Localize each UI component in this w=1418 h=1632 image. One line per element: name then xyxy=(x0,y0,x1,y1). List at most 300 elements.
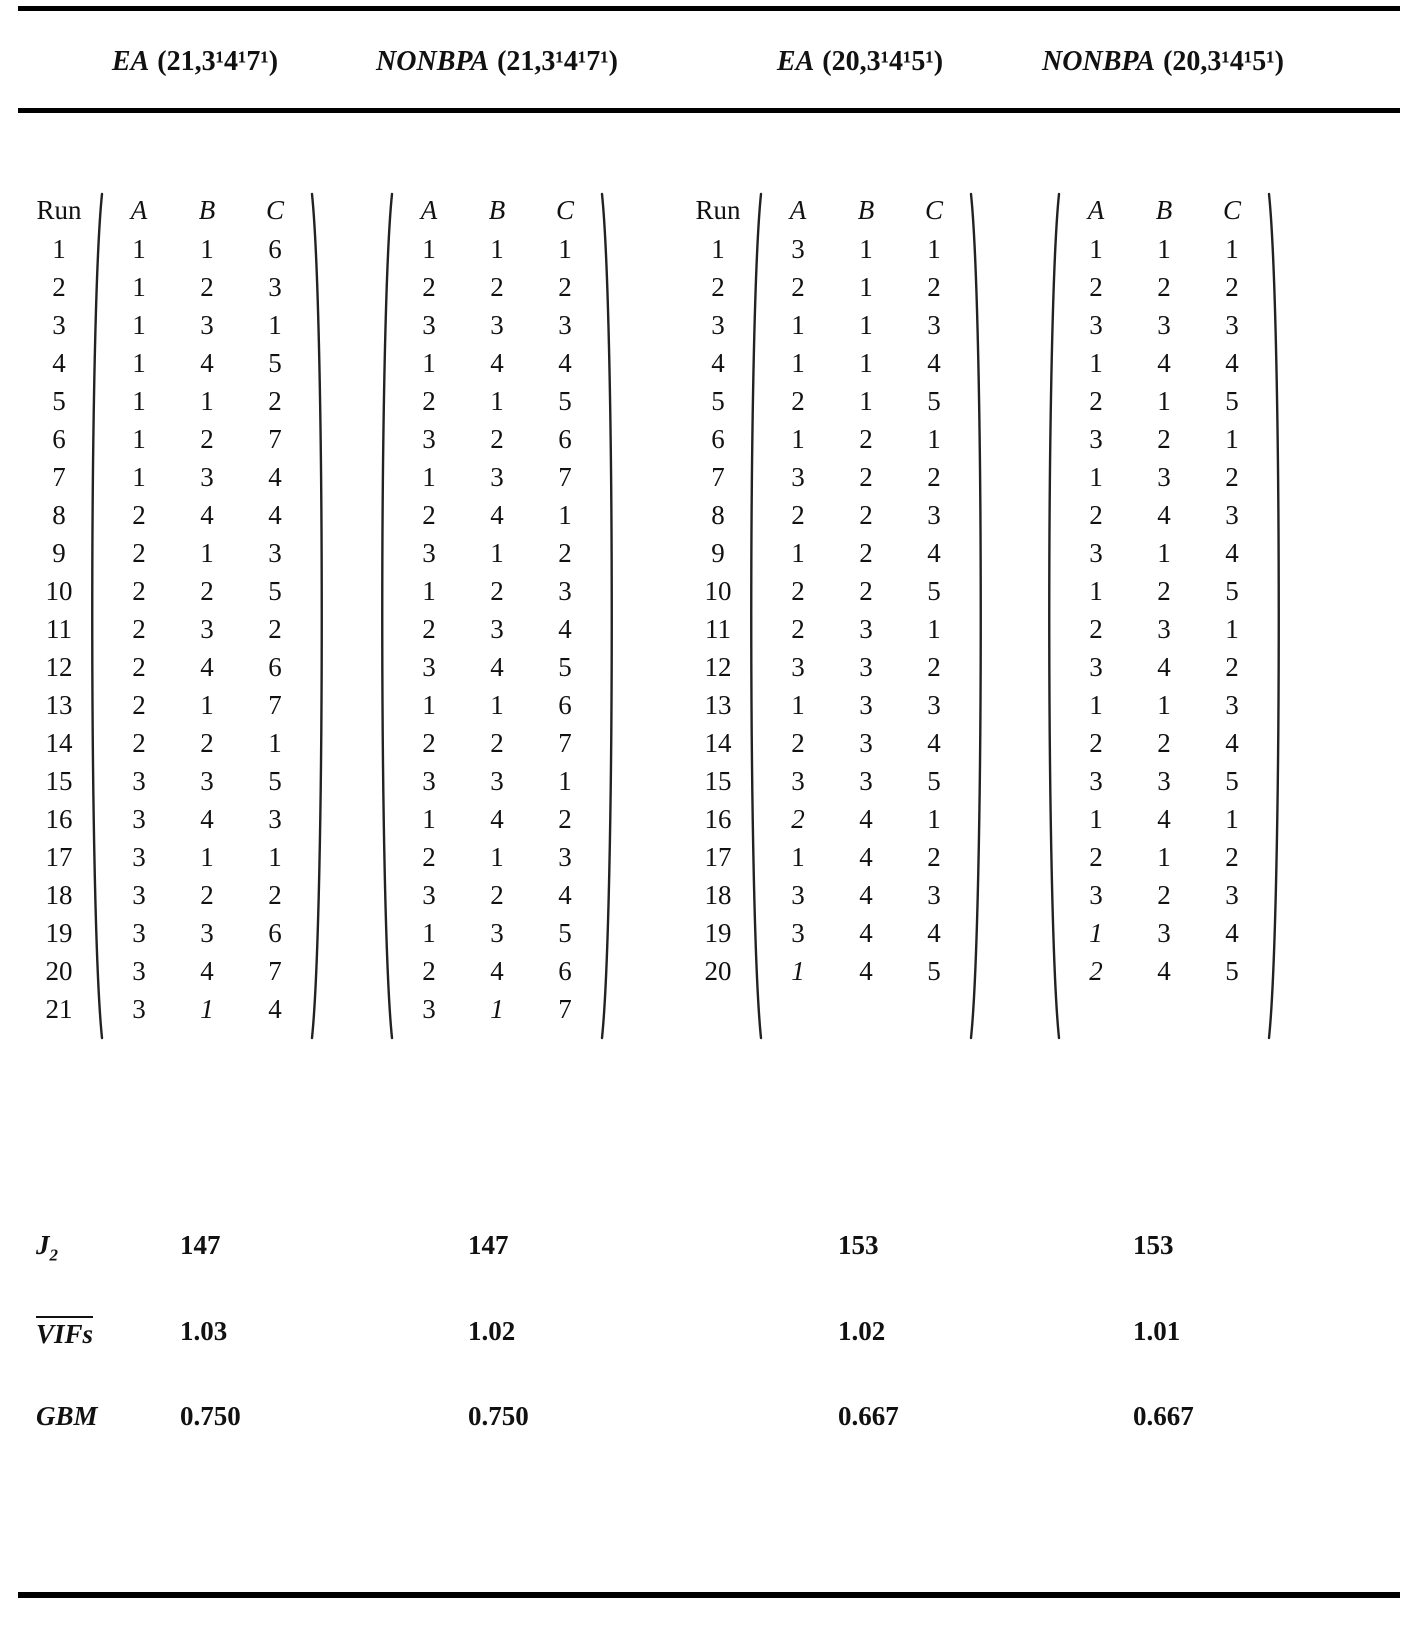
matrix-cell: 2 xyxy=(422,614,436,644)
run-number: 3 xyxy=(711,310,725,340)
factor-column-header: C xyxy=(265,195,284,225)
matrix-cell: 4 xyxy=(200,804,214,834)
run-number: 17 xyxy=(704,842,732,872)
matrix-cell: 1 xyxy=(490,538,504,568)
matrix-right-paren xyxy=(309,190,329,1042)
matrix-right-paren xyxy=(968,190,988,1042)
matrix-cell: 2 xyxy=(1089,500,1103,530)
matrix-row xyxy=(1062,838,1266,876)
matrix-cell: 3 xyxy=(1157,918,1171,948)
matrix-cell: 4 xyxy=(268,462,282,492)
matrix-cell: 4 xyxy=(1225,728,1239,758)
matrix-body xyxy=(105,190,309,1028)
design-title-nonbpa-21 xyxy=(357,46,637,86)
matrix-cell: 1 xyxy=(200,538,214,568)
matrix-row xyxy=(1062,648,1266,686)
matrix-row xyxy=(764,268,968,306)
matrix-cell: 3 xyxy=(1089,766,1103,796)
matrix-cell: 3 xyxy=(200,310,214,340)
run-number: 6 xyxy=(711,424,725,454)
matrix-cell: 3 xyxy=(558,576,572,606)
matrix-cell: 4 xyxy=(1225,538,1239,568)
matrix-row xyxy=(395,496,599,534)
matrix-cell: 1 xyxy=(1089,804,1103,834)
design-matrix-block-ea-20 xyxy=(692,190,988,1042)
design-title-nonbpa-20 xyxy=(1023,46,1303,86)
matrix-cell: 2 xyxy=(1225,272,1239,302)
matrix-cell: 4 xyxy=(859,880,873,910)
matrix-cell: 3 xyxy=(422,424,436,454)
matrix-column-headers xyxy=(395,190,599,230)
matrix-cell: 1 xyxy=(558,766,572,796)
matrix-cell: 2 xyxy=(132,576,146,606)
matrix-cell: 2 xyxy=(859,462,873,492)
matrix-cell: 4 xyxy=(200,500,214,530)
matrix-row xyxy=(105,724,309,762)
matrix-cell: 3 xyxy=(268,538,282,568)
factor-column-header: B xyxy=(488,195,506,225)
matrix-cell: 1 xyxy=(132,386,146,416)
run-number: 4 xyxy=(711,348,725,378)
matrix-cell: 1 xyxy=(200,234,214,264)
matrix-cell: 1 xyxy=(132,272,146,302)
matrix-cell: 5 xyxy=(927,386,941,416)
design-matrix xyxy=(85,190,329,1042)
matrix-row xyxy=(105,458,309,496)
matrix-right-paren xyxy=(1266,190,1286,1042)
matrix-cell: 3 xyxy=(132,804,146,834)
matrix-cell: 2 xyxy=(422,728,436,758)
matrix-cell: 3 xyxy=(490,918,504,948)
matrix-row xyxy=(395,268,599,306)
matrix-cell: 4 xyxy=(1225,918,1239,948)
matrix-cell: 3 xyxy=(422,310,436,340)
matrix-row xyxy=(1062,344,1266,382)
matrix-cell: 2 xyxy=(422,956,436,986)
matrix-row xyxy=(395,838,599,876)
matrix-row xyxy=(395,420,599,458)
matrix-cell: 1 xyxy=(268,310,282,340)
matrix-cell: 4 xyxy=(859,956,873,986)
stat-label-j2: $J_2$ xyxy=(36,1230,58,1265)
matrix-cell: 2 xyxy=(268,386,282,416)
matrix-cell: 3 xyxy=(1089,310,1103,340)
matrix-cell: 2 xyxy=(927,462,941,492)
matrix-cell: 2 xyxy=(132,500,146,530)
matrix-cell: 1 xyxy=(422,348,436,378)
matrix-row xyxy=(105,686,309,724)
matrix-rows xyxy=(105,230,309,1028)
matrix-cell: 3 xyxy=(490,766,504,796)
matrix-cell: 2 xyxy=(558,804,572,834)
run-number: 15 xyxy=(704,766,732,796)
matrix-cell: 2 xyxy=(1089,956,1103,986)
design-matrix-block-nonbpa-20 xyxy=(1042,190,1286,1042)
matrix-cell: 2 xyxy=(791,728,805,758)
matrix-row xyxy=(105,914,309,952)
matrix-cell: 2 xyxy=(200,728,214,758)
matrix-cell: 2 xyxy=(791,576,805,606)
stat-value: 153 xyxy=(838,1230,879,1260)
matrix-cell: 3 xyxy=(1225,690,1239,720)
design-matrix-block-nonbpa-21 xyxy=(375,190,619,1042)
matrix-cell: 6 xyxy=(558,690,572,720)
matrix-cell: 2 xyxy=(791,500,805,530)
run-number: 21 xyxy=(45,994,73,1024)
design-name: NONBPA xyxy=(1042,46,1156,77)
matrix-left-paren xyxy=(85,190,105,1042)
matrix-cell: 2 xyxy=(268,614,282,644)
matrix-cell: 3 xyxy=(791,462,805,492)
matrix-row xyxy=(1062,230,1266,268)
matrix-cell: 5 xyxy=(927,956,941,986)
matrix-cell: 3 xyxy=(859,690,873,720)
stat-value: 0.667 xyxy=(838,1401,899,1431)
matrix-cell: 6 xyxy=(558,424,572,454)
matrix-cell: 1 xyxy=(132,348,146,378)
matrix-cell: 3 xyxy=(268,804,282,834)
matrix-row xyxy=(395,914,599,952)
run-number: 4 xyxy=(52,348,66,378)
matrix-cell: 1 xyxy=(422,576,436,606)
run-number: 11 xyxy=(46,614,72,644)
matrix-cell: 1 xyxy=(422,234,436,264)
matrix-cell: 5 xyxy=(558,652,572,682)
matrix-row xyxy=(105,382,309,420)
matrix-cell: 2 xyxy=(200,880,214,910)
matrix-cell: 2 xyxy=(268,880,282,910)
matrix-cell: 1 xyxy=(558,500,572,530)
matrix-cell: 3 xyxy=(132,956,146,986)
matrix-cell: 2 xyxy=(558,538,572,568)
factor-column-header: C xyxy=(1222,195,1241,225)
matrix-cell: 3 xyxy=(1157,614,1171,644)
run-number: 12 xyxy=(45,652,73,682)
matrix-row xyxy=(395,610,599,648)
run-numbers xyxy=(33,230,85,1028)
matrix-cell: 2 xyxy=(1225,842,1239,872)
design-name: EA xyxy=(776,46,815,77)
design-matrix xyxy=(375,190,619,1042)
matrix-cell: 3 xyxy=(927,690,941,720)
matrix-cell: 1 xyxy=(927,424,941,454)
matrix-cell: 1 xyxy=(132,234,146,264)
matrix-cell: 4 xyxy=(200,956,214,986)
matrix-row xyxy=(395,382,599,420)
matrix-row xyxy=(395,648,599,686)
matrix-cell: 3 xyxy=(490,462,504,492)
matrix-cell: 4 xyxy=(490,348,504,378)
matrix-cell: 4 xyxy=(1157,956,1171,986)
run-number: 15 xyxy=(45,766,73,796)
matrix-cell: 3 xyxy=(859,728,873,758)
matrix-cell: 4 xyxy=(859,804,873,834)
design-name: EA xyxy=(111,46,150,77)
run-number: 5 xyxy=(52,386,66,416)
design-title-ea-21 xyxy=(55,46,335,86)
matrix-cell: 4 xyxy=(268,994,282,1024)
matrix-cell: 7 xyxy=(268,956,282,986)
run-column xyxy=(692,190,744,990)
run-number: 2 xyxy=(52,272,66,302)
matrix-cell: 1 xyxy=(132,310,146,340)
matrix-cell: 1 xyxy=(1157,386,1171,416)
run-number: 7 xyxy=(52,462,66,492)
matrix-cell: 1 xyxy=(1089,576,1103,606)
matrix-cell: 3 xyxy=(791,652,805,682)
matrix-cell: 6 xyxy=(268,652,282,682)
matrix-cell: 1 xyxy=(859,386,873,416)
matrix-cell: 4 xyxy=(1157,652,1171,682)
matrix-cell: 2 xyxy=(1157,728,1171,758)
matrix-left-paren xyxy=(1042,190,1062,1042)
matrix-cell: 3 xyxy=(200,918,214,948)
matrix-cell: 4 xyxy=(1225,348,1239,378)
matrix-cell: 1 xyxy=(791,842,805,872)
matrix-cell: 5 xyxy=(1225,576,1239,606)
matrix-cell: 3 xyxy=(132,766,146,796)
run-number: 7 xyxy=(711,462,725,492)
design-matrix xyxy=(1042,190,1286,1042)
matrix-row xyxy=(764,534,968,572)
matrix-cell: 1 xyxy=(791,424,805,454)
stat-value: 153 xyxy=(1133,1230,1174,1260)
matrix-cell: 3 xyxy=(791,234,805,264)
matrix-row xyxy=(764,230,968,268)
stat-value: 147 xyxy=(180,1230,221,1260)
matrix-row xyxy=(395,990,599,1028)
matrix-cell: 1 xyxy=(422,462,436,492)
run-number: 18 xyxy=(704,880,732,910)
matrix-cell: 1 xyxy=(1089,918,1103,948)
stat-row-gbm xyxy=(0,1401,1418,1437)
matrix-cell: 1 xyxy=(1089,348,1103,378)
run-number: 18 xyxy=(45,880,73,910)
matrix-cell: 2 xyxy=(200,424,214,454)
matrix-row xyxy=(105,344,309,382)
matrix-cell: 4 xyxy=(1157,348,1171,378)
bottom-rule xyxy=(18,1592,1400,1598)
matrix-row xyxy=(105,610,309,648)
run-column-header: Run xyxy=(695,195,741,225)
matrix-row xyxy=(1062,420,1266,458)
matrix-column-headers xyxy=(1062,190,1266,230)
matrix-row xyxy=(105,762,309,800)
matrix-rows xyxy=(395,230,599,1028)
matrix-row xyxy=(105,952,309,990)
matrix-cell: 5 xyxy=(1225,386,1239,416)
matrix-body xyxy=(1062,190,1266,990)
matrix-cell: 2 xyxy=(791,614,805,644)
matrix-cell: 5 xyxy=(558,386,572,416)
matrix-cell: 1 xyxy=(200,994,214,1024)
factor-column-header: B xyxy=(198,195,216,225)
run-number: 6 xyxy=(52,424,66,454)
run-numbers xyxy=(692,230,744,990)
run-number: 14 xyxy=(704,728,732,758)
run-number: 5 xyxy=(711,386,725,416)
matrix-row xyxy=(1062,268,1266,306)
matrix-row xyxy=(764,876,968,914)
matrix-row xyxy=(395,306,599,344)
matrix-row xyxy=(1062,800,1266,838)
matrix-cell: 2 xyxy=(132,728,146,758)
matrix-row xyxy=(764,762,968,800)
matrix-cell: 1 xyxy=(268,728,282,758)
matrix-cell: 2 xyxy=(490,272,504,302)
matrix-row xyxy=(105,572,309,610)
matrix-cell: 1 xyxy=(791,690,805,720)
matrix-cell: 4 xyxy=(268,500,282,530)
matrix-cell: 2 xyxy=(927,272,941,302)
matrix-cell: 4 xyxy=(927,538,941,568)
matrix-cell: 2 xyxy=(132,538,146,568)
matrix-cell: 2 xyxy=(1225,462,1239,492)
run-number: 9 xyxy=(711,538,725,568)
top-rule xyxy=(18,6,1400,11)
matrix-cell: 4 xyxy=(927,728,941,758)
matrix-cell: 2 xyxy=(791,272,805,302)
matrix-rows xyxy=(764,230,968,990)
matrix-cell: 1 xyxy=(791,956,805,986)
matrix-cell: 3 xyxy=(859,766,873,796)
matrix-cell: 1 xyxy=(200,842,214,872)
matrix-cell: 1 xyxy=(490,386,504,416)
matrix-row xyxy=(764,572,968,610)
matrix-cell: 2 xyxy=(1089,728,1103,758)
matrix-column-headers xyxy=(105,190,309,230)
matrix-cell: 2 xyxy=(1089,386,1103,416)
matrix-cell: 1 xyxy=(1157,538,1171,568)
matrix-cell: 1 xyxy=(422,918,436,948)
matrix-cell: 1 xyxy=(1157,234,1171,264)
stat-value: 1.01 xyxy=(1133,1316,1181,1346)
matrix-cell: 1 xyxy=(791,538,805,568)
matrix-cell: 1 xyxy=(927,234,941,264)
matrix-row xyxy=(395,572,599,610)
matrix-cell: 1 xyxy=(927,804,941,834)
run-number: 9 xyxy=(52,538,66,568)
matrix-row xyxy=(395,800,599,838)
matrix-row xyxy=(764,952,968,990)
matrix-cell: 1 xyxy=(422,690,436,720)
matrix-cell: 2 xyxy=(1157,880,1171,910)
matrix-cell: 6 xyxy=(268,234,282,264)
design-params: (20,3¹4¹5¹) xyxy=(822,46,944,77)
matrix-row xyxy=(1062,382,1266,420)
factor-column-header: A xyxy=(130,195,148,225)
matrix-body xyxy=(764,190,968,990)
stat-value: 147 xyxy=(468,1230,509,1260)
matrix-cell: 1 xyxy=(1089,462,1103,492)
matrix-cell: 7 xyxy=(558,728,572,758)
run-number: 20 xyxy=(45,956,73,986)
run-number: 11 xyxy=(705,614,731,644)
matrix-cell: 3 xyxy=(422,766,436,796)
matrix-cell: 2 xyxy=(859,538,873,568)
matrix-cell: 2 xyxy=(927,652,941,682)
matrix-cell: 2 xyxy=(1089,272,1103,302)
matrix-cell: 3 xyxy=(1157,462,1171,492)
factor-column-header: A xyxy=(789,195,807,225)
matrix-cell: 7 xyxy=(558,994,572,1024)
matrix-row xyxy=(1062,572,1266,610)
stat-value: 0.667 xyxy=(1133,1401,1194,1431)
matrix-cell: 3 xyxy=(1089,424,1103,454)
matrix-row xyxy=(105,876,309,914)
matrix-cell: 4 xyxy=(490,804,504,834)
matrix-cell: 3 xyxy=(1225,880,1239,910)
matrix-row xyxy=(1062,496,1266,534)
stat-row-j2 xyxy=(0,1230,1418,1266)
design-matrix-block-ea-21 xyxy=(33,190,329,1042)
matrix-cell: 1 xyxy=(1225,234,1239,264)
matrix-row xyxy=(764,610,968,648)
matrix-row xyxy=(395,534,599,572)
matrix-row xyxy=(105,268,309,306)
matrix-cell: 3 xyxy=(200,614,214,644)
matrix-row xyxy=(1062,458,1266,496)
matrix-cell: 4 xyxy=(859,842,873,872)
run-number: 17 xyxy=(45,842,73,872)
matrix-row xyxy=(1062,914,1266,952)
factor-column-header: B xyxy=(1155,195,1173,225)
run-number: 8 xyxy=(52,500,66,530)
matrix-row xyxy=(1062,610,1266,648)
matrix-cell: 2 xyxy=(558,272,572,302)
matrix-cell: 2 xyxy=(200,576,214,606)
run-number: 10 xyxy=(45,576,73,606)
matrix-row xyxy=(764,496,968,534)
run-number: 8 xyxy=(711,500,725,530)
matrix-cell: 1 xyxy=(927,614,941,644)
matrix-cell: 3 xyxy=(1225,310,1239,340)
stat-label-vifs: VIFs xyxy=(36,1316,93,1350)
matrix-cell: 3 xyxy=(1225,500,1239,530)
matrix-row xyxy=(764,648,968,686)
matrix-row xyxy=(395,686,599,724)
matrix-cell: 7 xyxy=(558,462,572,492)
matrix-cell: 2 xyxy=(422,386,436,416)
matrix-cell: 4 xyxy=(927,918,941,948)
matrix-cell: 2 xyxy=(791,386,805,416)
matrix-cell: 1 xyxy=(859,234,873,264)
run-number: 1 xyxy=(52,234,66,264)
factor-column-header: B xyxy=(857,195,875,225)
matrix-row xyxy=(105,534,309,572)
matrix-row xyxy=(1062,306,1266,344)
matrix-cell: 3 xyxy=(200,462,214,492)
matrix-row xyxy=(105,838,309,876)
matrix-cell: 2 xyxy=(132,652,146,682)
stat-value: 1.02 xyxy=(468,1316,516,1346)
matrix-cell: 2 xyxy=(859,424,873,454)
matrix-cell: 6 xyxy=(558,956,572,986)
design-params: (20,3¹4¹5¹) xyxy=(1163,46,1284,77)
matrix-cell: 1 xyxy=(1089,234,1103,264)
matrix-cell: 3 xyxy=(490,310,504,340)
stat-row-vifs xyxy=(0,1316,1418,1352)
matrix-row xyxy=(1062,952,1266,990)
matrix-cell: 1 xyxy=(490,234,504,264)
matrix-cell: 4 xyxy=(927,348,941,378)
run-number: 13 xyxy=(704,690,732,720)
matrix-cell: 3 xyxy=(422,652,436,682)
design-params: (21,3¹4¹7¹) xyxy=(497,46,618,77)
matrix-row xyxy=(105,800,309,838)
matrix-cell: 2 xyxy=(1157,576,1171,606)
matrix-row xyxy=(764,382,968,420)
